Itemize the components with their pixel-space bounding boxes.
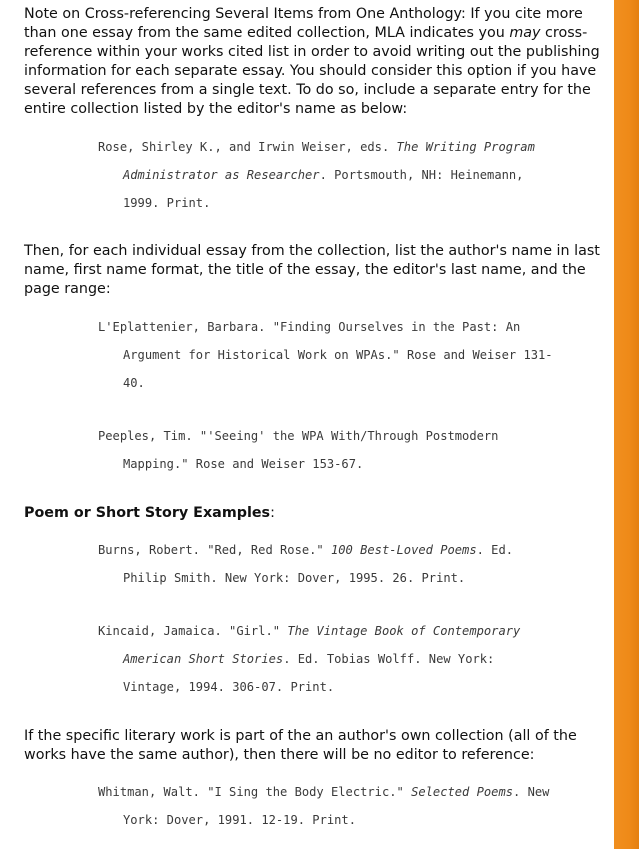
heading-colon: : xyxy=(270,505,275,521)
citation-line xyxy=(98,778,598,806)
citation-line: York: Dover, 1991. 12-19. Print. xyxy=(123,813,356,827)
citation-line: Vintage, 1994. 306-07. Print. xyxy=(123,680,335,694)
note-text-part-1: Note on Cross-referencing Several Items from One Anthology: If you cite more than one essay from the same edited collection, MLA indicates you xyxy=(24,6,583,41)
citation-book-title: Administrator as Researcher xyxy=(123,168,320,182)
citation-leplattenier xyxy=(98,313,598,397)
citation-line: Philip Smith. New York: Dover, 1995. 26. Print. xyxy=(123,571,466,585)
citation-publication-text: . Portsmouth, NH: Heinemann, xyxy=(319,168,524,182)
poem-short-story-heading xyxy=(24,504,604,523)
citation-line xyxy=(98,536,598,564)
citation-line: 1999. Print. xyxy=(123,196,211,210)
citation-book-title: The Vintage Book of Contemporary xyxy=(287,624,521,638)
note-emphasis-may: may xyxy=(509,25,541,41)
citation-burns xyxy=(98,536,598,592)
citation-book-title: 100 Best-Loved Poems xyxy=(331,543,477,557)
cross-reference-note-paragraph xyxy=(24,5,604,119)
note-text-part-2: cross-reference within your works cited list in order to avoid writing out the publishing information for each separate essay. You should consider this option if you have several references from a single text. To do so, include a separate entry for the entire collection listed by the editor's name as below: xyxy=(24,25,600,117)
citation-author-text: Whitman, Walt. "I Sing the Body Electric." xyxy=(98,785,412,799)
citation-line: 40. xyxy=(123,376,145,390)
individual-essay-instruction-paragraph: Then, for each individual essay from the collection, list the author's name in last name, first name format, the title of the essay, the editor's last name, and the page range: xyxy=(24,243,600,297)
citation-line xyxy=(98,161,598,189)
citation-author-text: Rose, Shirley K., and Irwin Weiser, eds. xyxy=(98,140,397,154)
citation-line: L'Eplattenier, Barbara. "Finding Ourselves in the Past: An xyxy=(98,320,521,334)
citation-editor-text: . Ed. xyxy=(476,543,514,557)
citation-rose-weiser-collection xyxy=(98,133,598,217)
citation-kincaid xyxy=(98,617,598,701)
citation-book-title: The Writing Program xyxy=(396,140,535,154)
citation-line: Mapping." Rose and Weiser 153-67. xyxy=(123,457,364,471)
citation-line: Argument for Historical Work on WPAs." Rose and Weiser 131- xyxy=(123,348,553,362)
citation-line xyxy=(98,617,598,645)
citation-peeples xyxy=(98,422,598,478)
citation-book-title: American Short Stories xyxy=(123,652,284,666)
citation-publication-text: . New xyxy=(513,785,550,799)
orange-sidebar-accent xyxy=(614,0,639,849)
citation-line xyxy=(98,133,598,161)
own-collection-instruction-paragraph: If the specific literary work is part of the an author's own collection (all of the works have the same author), then there will be no editor to reference: xyxy=(24,728,577,763)
citation-author-text: Kincaid, Jamaica. "Girl." xyxy=(98,624,288,638)
citation-author-text: Burns, Robert. "Red, Red Rose." xyxy=(98,543,331,557)
citation-book-title: Selected Poems xyxy=(411,785,514,799)
citation-line xyxy=(98,645,598,673)
citation-line: Peeples, Tim. "'Seeing' the WPA With/Through Postmodern xyxy=(98,429,499,443)
citation-whitman xyxy=(98,778,598,834)
citation-editor-text: . Ed. Tobias Wolff. New York: xyxy=(283,652,495,666)
section-heading-text: Poem or Short Story Examples xyxy=(24,505,271,521)
